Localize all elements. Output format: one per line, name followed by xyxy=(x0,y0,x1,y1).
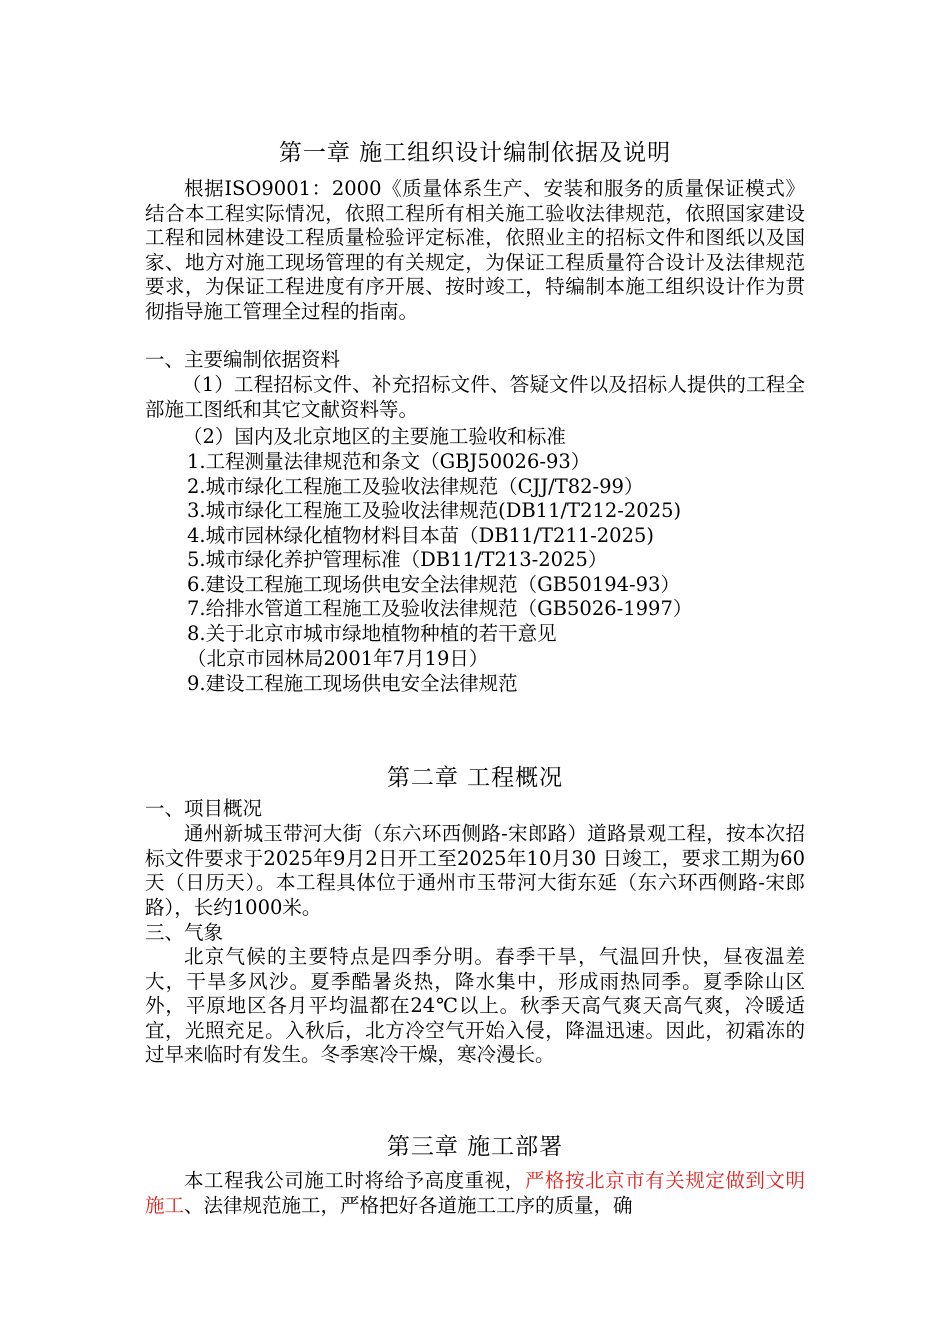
chapter-2-section-1-heading: 一、项目概况 xyxy=(145,797,263,820)
weather-paragraph: 北京气候的主要特点是四季分明。春季干旱，气温回升快，昼夜温差大，干旱多风沙。夏季酷暑炎热，降水集中，形成雨热同季。夏季除山区外，平原地区各月平均温都在24℃以上。秋季天高气爽天高气爽，冷暖适宜，光照充足。入秋后，北方冷空气开始入侵，降温迅速。因此，初霜冻的过早来临时有发生。冬季寒冷干燥，寒冷漫长。 xyxy=(145,945,805,1066)
chapter-2-title: 第二章 工程概况 xyxy=(386,765,564,791)
standard-item: （北京市园林局2001年7月19日） xyxy=(187,647,489,670)
deployment-text-start: 本工程我公司施工时将给予高度重视， xyxy=(184,1169,525,1192)
project-overview-paragraph: 通州新城玉带河大街（东六环西侧路-宋郎路）道路景观工程，按本次招标文件要求于2025年9月2日开工至2025年10月30 日竣工，要求工期为60天（日历天）。本工程具体位于通州市玉带河大街东延（东六环西侧路-宋郎路），长约1000米。 xyxy=(145,822,805,919)
standard-item: 1.工程测量法律规范和条文（GBJ50026-93） xyxy=(187,450,591,473)
standard-item: 6.建设工程施工现场供电安全法律规范（GB50194-93） xyxy=(187,573,680,596)
deployment-text-highlight: 严格按北京市有关规定做到文明施工 xyxy=(145,1169,805,1217)
chapter-1-title: 第一章 施工组织设计编制依据及说明 xyxy=(278,140,672,166)
basis-item-2: （2）国内及北京地区的主要施工验收和标准 xyxy=(183,425,566,448)
standard-item: 2.城市绿化工程施工及验收法律规范（CJJ/T82-99） xyxy=(187,475,644,498)
chapter-2-section-3-heading: 三、气象 xyxy=(145,921,224,944)
deployment-text-end: 、法律规范施工，严格把好各道施工工序的质量，确 xyxy=(184,1193,633,1217)
standard-item: 7.给排水管道工程施工及验收法律规范（GB5026-1997） xyxy=(187,597,693,620)
standard-item: 8.关于北京市城市绿地植物种植的若干意见 xyxy=(187,622,557,645)
standard-item: 9.建设工程施工现场供电安全法律规范 xyxy=(187,672,518,695)
chapter-3-title: 第三章 施工部署 xyxy=(386,1134,564,1160)
chapter-1-section-1-heading: 一、主要编制依据资料 xyxy=(145,348,341,371)
standard-item: 3.城市绿化工程施工及验收法律规范(DB11/T212-2025) xyxy=(187,499,682,522)
standard-item: 4.城市园林绿化植物材料目本苗（DB11/T211-2025) xyxy=(187,524,655,547)
deployment-paragraph xyxy=(145,1169,805,1218)
standard-item: 5.城市绿化养护管理标准（DB11/T213-2025） xyxy=(187,548,608,571)
basis-item-1: （1）工程招标文件、补充招标文件、答疑文件以及招标人提供的工程全部施工图纸和其它文献资料等。 xyxy=(145,373,805,421)
chapter-1-intro-paragraph: 根据ISO9001：2000《质量体系生产、安装和服务的质量保证模式》结合本工程实际情况，依照工程所有相关施工验收法律规范，依照国家建设工程和园林建设工程质量检验评定标准，依照业主的招标文件和图纸以及国家、地方对施工现场管理的有关规定，为保证工程质量符合设计及法律规范要求，为保证工程进度有序开展、按时竣工，特编制本施工组织设计作为贯彻指导施工管理全过程的指南。 xyxy=(145,177,805,323)
